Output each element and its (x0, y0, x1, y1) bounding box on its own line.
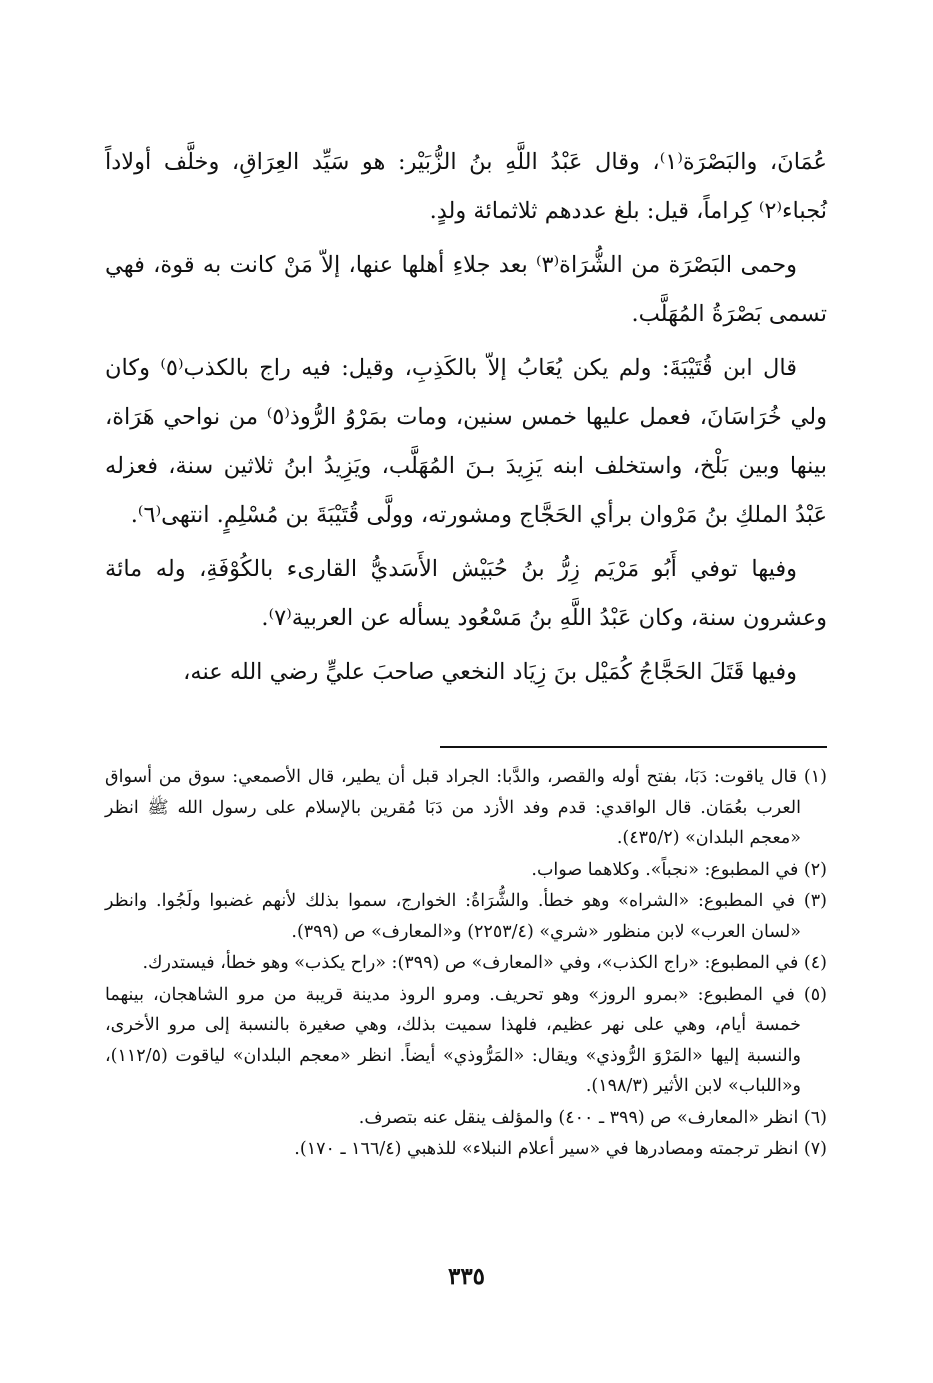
main-text (105, 138, 827, 697)
paragraph-kumayl: وفيها قَتَلَ الحَجَّاجُ كُمَيْل بنَ زِيَاد النخعي صاحبَ عليٍّ رضي الله عنه، (183, 659, 797, 685)
footnote-7: (٧) انظر ترجمته ومصادرها في «سير أعلام النبلاء» للذهبي (١٦٦/٤ ـ ١٧٠). (294, 1139, 827, 1159)
paragraph-oman-basra: عُمَانَ، والبَصْرَة⁽١⁾، وقال عَبْدُ اللَّهِ بنُ الزُّبَيْر: هو سَيِّد العِرَاقِ، وخلَّف أولاداً نُجباء⁽٢⁾ كِراماً، قيل: بلغ عددهم ثلاثمائة ولدٍ. (105, 149, 827, 224)
paragraph-ibn-qutayba: قال ابن قُتَيْبَةَ: ولم يكن يُعَابُ إلاّ بالكَذِبِ، وقيل: فيه راج بالكذب⁽٥⁾ وكان ولي خُرَاسَانَ، فعمل عليها خمس سنين، ومات بمَرْوُ الرُّوذ⁽٥⁾ من نواحي هَرَاة، بينها وبين بَلْخ، واستخلف ابنه يَزِيدَ بـنَ المُهَلَّب، ويَزِيدُ ابنُ ثلاثين سنة، فعزله عَبْدُ الملكِ بنُ مَرْوان برأي الحَجَّاج ومشورته، وولَّى قُتَيْبَةَ بن مُسْلِمٍ. انتهى⁽٦⁾. (105, 355, 827, 528)
paragraph-basra-defense: وحمى البَصْرَة من الشُّرَاة⁽٣⁾ بعد جلاءِ أهلها عنها، إلاّ مَنْ كانت به قوة، فهي تسمى بَصْرَةُ المُهَلَّب. (105, 252, 827, 327)
footnote-3: (٣) في المطبوع: «الشراه» وهو خطأ. والشُّرَاةُ: الخوارج، سموا بذلك لأنهم غضبوا ولَجُوا. وانظر «لسان العرب» لابن منظور «شري» (٢٢٥٣/٤) و«المعارف» ص (٣٩٩). (105, 891, 827, 942)
page-number: ٣٣٥ (447, 1263, 486, 1290)
paragraph-zirr-death: وفيها توفي أَبُو مَرْيَم زِرُّ بنُ حُبَيْش الأَسَديُّ القارىء بالكُوْفَةِ، وله مائة وعشرون سنة، وكان عَبْدُ اللَّهِ بنُ مَسْعُود يسأله عن العربية⁽٧⁾. (105, 556, 827, 631)
footnote-4: (٤) في المطبوع: «راج الكذب»، وفي «المعارف» ص (٣٩٩): «راح يكذب» وهو خطأ، فيستدرك. (142, 953, 827, 973)
footnote-divider (440, 746, 827, 748)
footnotes (105, 762, 827, 1166)
footnote-6: (٦) انظر «المعارف» ص (٣٩٩ ـ ٤٠٠) والمؤلف ينقل عنه بتصرف. (358, 1107, 827, 1128)
footnote-5: (٥) في المطبوع: «بمرو الروز» وهو تحريف. ومرو الروذ مدينة قريبة من مرو الشاهجان، بينهما خمسة أيام، وهي على نهر عظيم، فلهذا سميت بذلك، وهي صغيرة بالنسبة إلى مرو الأخرى، والنسبة إليها «المَرْوَ الرُّوذي» ويقال: «المَرُّوذي» أيضاً. انظر «معجم البلدان» لياقوت (١١٢/٥)، و«اللباب» لابن الأثير (١٩٨/٣). (105, 984, 827, 1096)
footnote-2: (٢) في المطبوع: «نجباً». وكلاهما صواب. (531, 859, 827, 880)
footnote-1: (١) قال ياقوت: دَبَا، بفتح أوله والقصر، والدَّبا: الجراد قبل أن يطير، قال الأصمعي: سوق من أسواق العرب بعُمَان. قال الواقدي: قدم وفد الأزد من دَبَا مُقرين بالإسلام على رسول الله ﷺ انظر «معجم البلدان» (٤٣٥/٢). (105, 767, 827, 848)
